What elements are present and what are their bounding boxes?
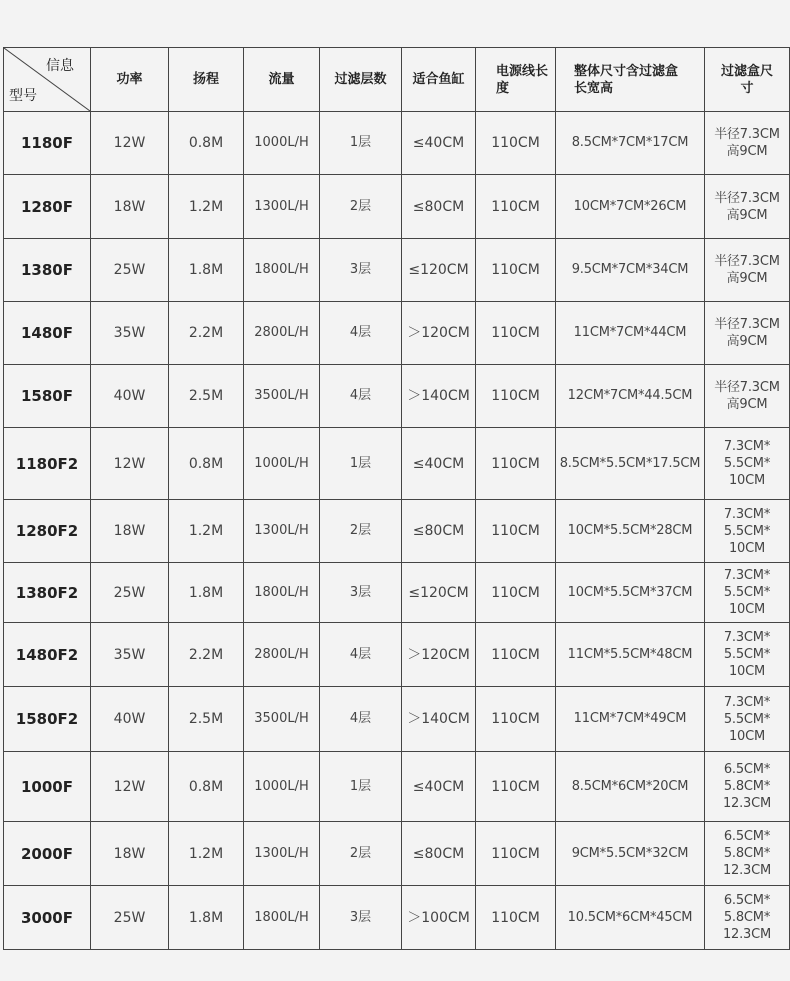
box-size-cell bbox=[705, 886, 790, 950]
box-size-line: 10CM bbox=[728, 473, 766, 488]
model-cell: 1580F bbox=[4, 365, 91, 428]
box-size-cell bbox=[705, 500, 790, 563]
head-cell: 0.8M bbox=[169, 752, 244, 822]
power-cell: 40W bbox=[91, 365, 169, 428]
tank-cell: ≤40CM bbox=[402, 428, 476, 500]
tank-cell: ＞140CM bbox=[402, 365, 476, 428]
head-cell: 1.2M bbox=[169, 175, 244, 239]
box-size-line: 半径7.3CM bbox=[714, 380, 780, 395]
box-size-cell bbox=[705, 822, 790, 886]
head-cell: 2.5M bbox=[169, 687, 244, 752]
box-size-cell bbox=[705, 428, 790, 500]
box-size-line: 10CM bbox=[728, 540, 766, 556]
col-header-power: 功率 bbox=[91, 48, 169, 112]
overall-size-cell: 12CM*7CM*44.5CM bbox=[556, 365, 705, 428]
box-size-line: 高9CM bbox=[726, 397, 768, 412]
box-size-cell bbox=[705, 112, 790, 175]
flow-cell: 3500L/H bbox=[244, 687, 320, 752]
box-size-cell bbox=[705, 752, 790, 822]
col-header-head: 扬程 bbox=[169, 48, 244, 112]
head-cell: 2.2M bbox=[169, 302, 244, 365]
cable-cell: 110CM bbox=[476, 175, 556, 239]
model-cell: 1180F bbox=[4, 112, 91, 175]
box-size-line: 高9CM bbox=[726, 271, 768, 286]
overall-size-cell: 10CM*7CM*26CM bbox=[556, 175, 705, 239]
box-size-line: 7.3CM* bbox=[723, 439, 771, 454]
cable-cell: 110CM bbox=[476, 428, 556, 500]
tank-cell: ≤40CM bbox=[402, 752, 476, 822]
box-size-line: 5.5CM* bbox=[723, 647, 771, 662]
col-header-overall: 整体尺寸含过滤盒长宽高 bbox=[556, 48, 705, 112]
box-size-line: 5.5CM* bbox=[723, 711, 771, 727]
model-cell: 1280F2 bbox=[4, 500, 91, 563]
overall-size-cell: 10CM*5.5CM*28CM bbox=[556, 500, 705, 563]
table-row bbox=[4, 623, 790, 687]
table-row bbox=[4, 302, 790, 365]
box-size-line: 7.3CM* bbox=[723, 694, 771, 710]
spec-table bbox=[3, 47, 790, 950]
layers-cell: 3层 bbox=[320, 563, 402, 623]
head-cell: 0.8M bbox=[169, 428, 244, 500]
model-cell: 1380F2 bbox=[4, 563, 91, 623]
layers-cell: 4层 bbox=[320, 687, 402, 752]
box-size-cell bbox=[705, 623, 790, 687]
table-row bbox=[4, 886, 790, 950]
box-size-line: 高9CM bbox=[726, 334, 768, 349]
tank-cell: ≤80CM bbox=[402, 500, 476, 563]
layers-cell: 1层 bbox=[320, 428, 402, 500]
head-cell: 1.8M bbox=[169, 239, 244, 302]
flow-cell: 1300L/H bbox=[244, 175, 320, 239]
head-cell: 1.8M bbox=[169, 563, 244, 623]
header-row bbox=[4, 48, 790, 112]
model-cell: 1480F bbox=[4, 302, 91, 365]
box-size-cell bbox=[705, 239, 790, 302]
box-size-line: 7.3CM* bbox=[723, 506, 771, 522]
box-size-line: 10CM bbox=[728, 602, 766, 617]
box-size-line: 7.3CM* bbox=[723, 568, 771, 583]
box-size-line: 7.3CM* bbox=[723, 630, 771, 645]
box-size-line: 5.5CM* bbox=[723, 523, 771, 539]
box-size-line: 6.5CM* bbox=[723, 762, 771, 777]
cable-cell: 110CM bbox=[476, 302, 556, 365]
table-row bbox=[4, 112, 790, 175]
box-size-line: 5.5CM* bbox=[723, 456, 771, 471]
cable-cell: 110CM bbox=[476, 822, 556, 886]
model-cell: 1280F bbox=[4, 175, 91, 239]
cable-cell: 110CM bbox=[476, 365, 556, 428]
overall-size-cell: 9CM*5.5CM*32CM bbox=[556, 822, 705, 886]
cable-cell: 110CM bbox=[476, 752, 556, 822]
box-size-cell bbox=[705, 687, 790, 752]
overall-size-cell: 8.5CM*5.5CM*17.5CM bbox=[556, 428, 705, 500]
cable-cell: 110CM bbox=[476, 623, 556, 687]
layers-cell: 1层 bbox=[320, 752, 402, 822]
power-cell: 12W bbox=[91, 752, 169, 822]
power-cell: 18W bbox=[91, 500, 169, 563]
box-size-line: 5.8CM* bbox=[723, 779, 771, 794]
cable-cell: 110CM bbox=[476, 886, 556, 950]
overall-size-cell: 10.5CM*6CM*45CM bbox=[556, 886, 705, 950]
tank-cell: ≤80CM bbox=[402, 822, 476, 886]
box-size-line: 5.5CM* bbox=[723, 585, 771, 600]
table-row bbox=[4, 428, 790, 500]
box-size-line: 6.5CM* bbox=[723, 829, 771, 844]
layers-cell: 2层 bbox=[320, 175, 402, 239]
flow-cell: 1300L/H bbox=[244, 500, 320, 563]
model-cell: 1580F2 bbox=[4, 687, 91, 752]
tank-cell: ＞120CM bbox=[402, 623, 476, 687]
box-size-line: 5.8CM* bbox=[723, 846, 771, 861]
box-size-line: 10CM bbox=[728, 728, 766, 744]
flow-cell: 1300L/H bbox=[244, 822, 320, 886]
box-size-cell bbox=[705, 175, 790, 239]
table-row bbox=[4, 563, 790, 623]
layers-cell: 2层 bbox=[320, 822, 402, 886]
layers-cell: 4层 bbox=[320, 302, 402, 365]
tank-cell: ≤120CM bbox=[402, 563, 476, 623]
box-size-line: 高9CM bbox=[726, 144, 768, 159]
power-cell: 18W bbox=[91, 822, 169, 886]
box-size-line: 半径7.3CM bbox=[714, 190, 780, 206]
power-cell: 25W bbox=[91, 239, 169, 302]
table-row bbox=[4, 365, 790, 428]
layers-cell: 4层 bbox=[320, 365, 402, 428]
flow-cell: 2800L/H bbox=[244, 623, 320, 687]
col-header-layers: 过滤层数 bbox=[320, 48, 402, 112]
col-header-box: 过滤盒尺寸 bbox=[705, 48, 790, 112]
model-cell: 3000F bbox=[4, 886, 91, 950]
col-header-cable: 电源线长度 bbox=[476, 48, 556, 112]
overall-size-cell: 11CM*7CM*44CM bbox=[556, 302, 705, 365]
model-cell: 1000F bbox=[4, 752, 91, 822]
cable-cell: 110CM bbox=[476, 239, 556, 302]
table-row bbox=[4, 822, 790, 886]
overall-size-cell: 8.5CM*7CM*17CM bbox=[556, 112, 705, 175]
box-size-line: 高9CM bbox=[726, 207, 768, 223]
flow-cell: 1800L/H bbox=[244, 239, 320, 302]
box-size-line: 12.3CM bbox=[722, 863, 772, 878]
table-row bbox=[4, 239, 790, 302]
corner-label-info: 信息 bbox=[46, 58, 74, 74]
layers-cell: 4层 bbox=[320, 623, 402, 687]
head-cell: 1.2M bbox=[169, 822, 244, 886]
layers-cell: 2层 bbox=[320, 500, 402, 563]
power-cell: 12W bbox=[91, 428, 169, 500]
layers-cell: 3层 bbox=[320, 239, 402, 302]
flow-cell: 1800L/H bbox=[244, 886, 320, 950]
col-header-tank: 适合鱼缸 bbox=[402, 48, 476, 112]
tank-cell: ＞120CM bbox=[402, 302, 476, 365]
tank-cell: ≤120CM bbox=[402, 239, 476, 302]
flow-cell: 1000L/H bbox=[244, 752, 320, 822]
box-size-cell bbox=[705, 563, 790, 623]
power-cell: 40W bbox=[91, 687, 169, 752]
flow-cell: 3500L/H bbox=[244, 365, 320, 428]
power-cell: 12W bbox=[91, 112, 169, 175]
power-cell: 25W bbox=[91, 563, 169, 623]
box-size-line: 10CM bbox=[728, 664, 766, 679]
overall-size-cell: 11CM*7CM*49CM bbox=[556, 687, 705, 752]
box-size-line: 12.3CM bbox=[722, 796, 772, 811]
overall-size-cell: 11CM*5.5CM*48CM bbox=[556, 623, 705, 687]
head-cell: 0.8M bbox=[169, 112, 244, 175]
cable-cell: 110CM bbox=[476, 112, 556, 175]
table-row bbox=[4, 752, 790, 822]
tank-cell: ≤80CM bbox=[402, 175, 476, 239]
head-cell: 1.8M bbox=[169, 886, 244, 950]
table-row bbox=[4, 687, 790, 752]
box-size-line: 半径7.3CM bbox=[714, 254, 780, 269]
box-size-cell bbox=[705, 302, 790, 365]
tank-cell: ＞100CM bbox=[402, 886, 476, 950]
power-cell: 35W bbox=[91, 302, 169, 365]
layers-cell: 3层 bbox=[320, 886, 402, 950]
table-row bbox=[4, 175, 790, 239]
model-cell: 1480F2 bbox=[4, 623, 91, 687]
cable-cell: 110CM bbox=[476, 500, 556, 563]
cable-cell: 110CM bbox=[476, 687, 556, 752]
flow-cell: 1800L/H bbox=[244, 563, 320, 623]
overall-size-cell: 8.5CM*6CM*20CM bbox=[556, 752, 705, 822]
model-cell: 1180F2 bbox=[4, 428, 91, 500]
model-cell: 1380F bbox=[4, 239, 91, 302]
box-size-line: 12.3CM bbox=[722, 927, 772, 942]
model-cell: 2000F bbox=[4, 822, 91, 886]
flow-cell: 1000L/H bbox=[244, 112, 320, 175]
power-cell: 35W bbox=[91, 623, 169, 687]
power-cell: 18W bbox=[91, 175, 169, 239]
tank-cell: ＞140CM bbox=[402, 687, 476, 752]
head-cell: 1.2M bbox=[169, 500, 244, 563]
head-cell: 2.2M bbox=[169, 623, 244, 687]
flow-cell: 1000L/H bbox=[244, 428, 320, 500]
power-cell: 25W bbox=[91, 886, 169, 950]
box-size-line: 半径7.3CM bbox=[714, 127, 780, 142]
corner-header-cell bbox=[4, 48, 91, 112]
overall-size-cell: 10CM*5.5CM*37CM bbox=[556, 563, 705, 623]
box-size-cell bbox=[705, 365, 790, 428]
table-row bbox=[4, 500, 790, 563]
box-size-line: 5.8CM* bbox=[723, 910, 771, 925]
cable-cell: 110CM bbox=[476, 563, 556, 623]
box-size-line: 6.5CM* bbox=[723, 893, 771, 908]
box-size-line: 半径7.3CM bbox=[714, 317, 780, 332]
flow-cell: 2800L/H bbox=[244, 302, 320, 365]
layers-cell: 1层 bbox=[320, 112, 402, 175]
head-cell: 2.5M bbox=[169, 365, 244, 428]
corner-label-model: 型号 bbox=[9, 88, 37, 104]
tank-cell: ≤40CM bbox=[402, 112, 476, 175]
overall-size-cell: 9.5CM*7CM*34CM bbox=[556, 239, 705, 302]
col-header-flow: 流量 bbox=[244, 48, 320, 112]
